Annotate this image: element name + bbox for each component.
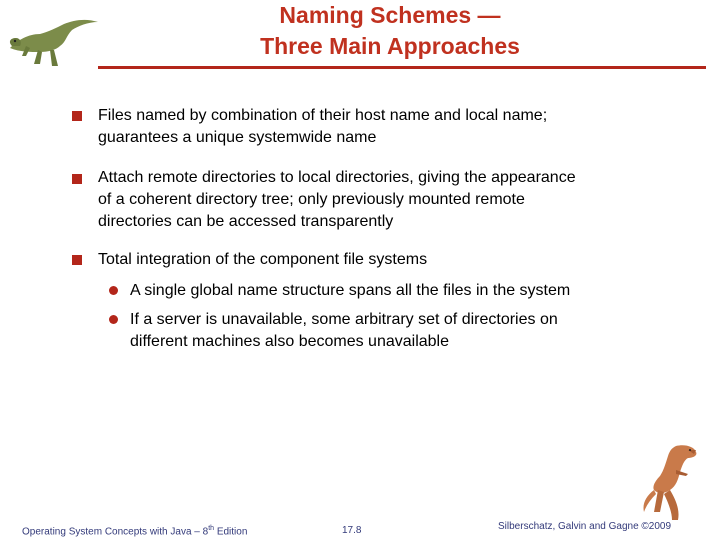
square-bullet-icon bbox=[72, 174, 82, 184]
footer-book-suffix: Edition bbox=[214, 526, 248, 538]
slide-title bbox=[120, 0, 660, 62]
sub-bullet-2-line-1: If a server is unavailable, some arbitrary set of directories on bbox=[130, 311, 558, 328]
square-bullet-icon bbox=[72, 255, 82, 265]
bullet-3-line-1: Total integration of the component file systems bbox=[98, 251, 428, 268]
bullet-1-line-1: Files named by combination of their host name and local name; bbox=[98, 107, 548, 124]
footer-page-number: 17.8 bbox=[342, 525, 362, 536]
round-bullet-icon bbox=[109, 315, 118, 324]
footer-copyright: Silberschatz, Galvin and Gagne ©2009 bbox=[498, 521, 672, 532]
footer-book-sup: th bbox=[208, 525, 215, 532]
square-bullet-icon bbox=[72, 111, 82, 121]
dinosaur-corner-icon bbox=[636, 440, 712, 524]
bullet-2-line-3: directories can be accessed transparently bbox=[98, 213, 394, 230]
bullet-2-line-1: Attach remote directories to local directories, giving the appearance bbox=[98, 169, 576, 186]
title-divider bbox=[98, 66, 706, 69]
round-bullet-icon bbox=[109, 286, 118, 295]
sub-bullet-2-line-2: different machines also becomes unavailable bbox=[130, 333, 450, 350]
title-line-1: Naming Schemes — bbox=[279, 2, 501, 28]
title-line-2: Three Main Approaches bbox=[260, 33, 520, 59]
dinosaur-logo-icon bbox=[4, 10, 100, 72]
bullet-2-line-2: of a coherent directory tree; only previously mounted remote bbox=[98, 191, 525, 208]
footer-book-title bbox=[22, 525, 247, 537]
bullet-1-line-2: guarantees a unique systemwide name bbox=[98, 129, 377, 146]
sub-bullet-1-line-1: A single global name structure spans all the files in the system bbox=[130, 282, 571, 299]
footer-book-prefix: Operating System Concepts with Java – 8 bbox=[22, 526, 209, 538]
